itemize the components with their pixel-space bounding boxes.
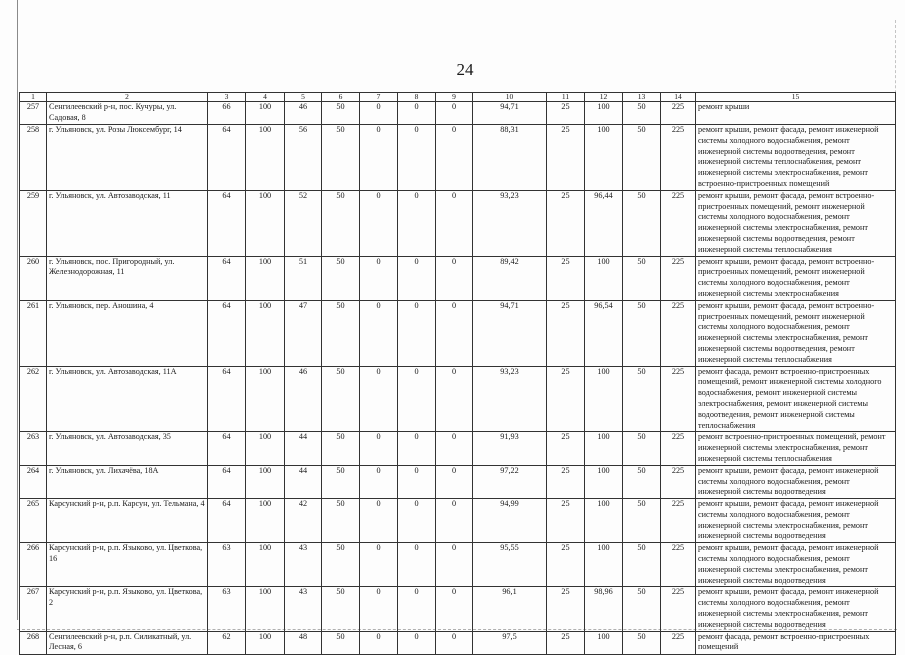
value-col-3: 64 xyxy=(208,499,246,543)
value-col-10: 94,99 xyxy=(473,499,547,543)
value-col-13: 50 xyxy=(623,300,661,366)
value-col-13: 50 xyxy=(623,543,661,587)
column-number-12: 12 xyxy=(585,93,623,102)
value-col-13: 50 xyxy=(623,631,661,654)
value-col-8: 0 xyxy=(398,587,436,631)
value-col-12: 100 xyxy=(585,125,623,191)
value-col-8: 0 xyxy=(398,125,436,191)
value-col-10: 97,22 xyxy=(473,465,547,498)
value-col-8: 0 xyxy=(398,366,436,432)
value-col-8: 0 xyxy=(398,190,436,256)
value-col-10: 93,23 xyxy=(473,190,547,256)
row-number: 263 xyxy=(20,432,47,465)
value-col-14: 225 xyxy=(661,432,696,465)
value-col-13: 50 xyxy=(623,102,661,125)
value-col-12: 100 xyxy=(585,256,623,300)
value-col-5: 44 xyxy=(285,465,322,498)
value-col-13: 50 xyxy=(623,366,661,432)
value-col-13: 50 xyxy=(623,432,661,465)
value-col-6: 50 xyxy=(322,543,360,587)
value-col-4: 100 xyxy=(246,256,285,300)
value-col-4: 100 xyxy=(246,366,285,432)
value-col-6: 50 xyxy=(322,465,360,498)
value-col-5: 46 xyxy=(285,102,322,125)
value-col-11: 25 xyxy=(547,631,585,654)
address: г. Ульяновск, пер. Аношина, 4 xyxy=(47,300,208,366)
address: г. Ульяновск, ул. Лихачёва, 18А xyxy=(47,465,208,498)
row-number: 266 xyxy=(20,543,47,587)
value-col-10: 95,55 xyxy=(473,543,547,587)
table-row xyxy=(20,190,896,256)
repair-works: ремонт крыши, ремонт фасада, ремонт инженерной системы холодного водоснабжения, ремонт инженерной системы электроснабжения, ремонт инженерной системы водоотведения xyxy=(696,499,896,543)
value-col-8: 0 xyxy=(398,102,436,125)
table-row xyxy=(20,587,896,631)
value-col-4: 100 xyxy=(246,587,285,631)
repair-works: ремонт крыши, ремонт фасада, ремонт встроенно-пристроенных помещений, ремонт инженерной системы холодного водоснабжения, ремонт инженерной системы электроснабжения, ремонт инженерной системы водоотведения, ремонт инженерной системы теплоснабжения xyxy=(696,300,896,366)
address: Карсунский р-н, р.п. Карсун, ул. Тельмана, 4 xyxy=(47,499,208,543)
value-col-9: 0 xyxy=(436,102,473,125)
repair-works: ремонт крыши, ремонт фасада, ремонт инженерной системы холодного водоснабжения, ремонт инженерной системы электроснабжения, ремонт инженерной системы водоотведения xyxy=(696,543,896,587)
repair-works: ремонт крыши, ремонт фасада, ремонт инженерной системы холодного водоснабжения, ремонт инженерной системы электроснабжения, ремонт инженерной системы водоотведения xyxy=(696,587,896,631)
value-col-9: 0 xyxy=(436,587,473,631)
value-col-9: 0 xyxy=(436,432,473,465)
value-col-7: 0 xyxy=(360,366,398,432)
column-number-9: 9 xyxy=(436,93,473,102)
value-col-11: 25 xyxy=(547,102,585,125)
value-col-7: 0 xyxy=(360,256,398,300)
row-number: 267 xyxy=(20,587,47,631)
table-row xyxy=(20,543,896,587)
row-number: 264 xyxy=(20,465,47,498)
row-number: 258 xyxy=(20,125,47,191)
table-row xyxy=(20,300,896,366)
value-col-11: 25 xyxy=(547,543,585,587)
value-col-6: 50 xyxy=(322,499,360,543)
value-col-8: 0 xyxy=(398,465,436,498)
value-col-5: 42 xyxy=(285,499,322,543)
value-col-10: 93,23 xyxy=(473,366,547,432)
value-col-12: 96,54 xyxy=(585,300,623,366)
value-col-7: 0 xyxy=(360,587,398,631)
value-col-12: 100 xyxy=(585,432,623,465)
table-row xyxy=(20,102,896,125)
value-col-3: 64 xyxy=(208,366,246,432)
table-row xyxy=(20,432,896,465)
value-col-8: 0 xyxy=(398,300,436,366)
value-col-3: 63 xyxy=(208,543,246,587)
value-col-8: 0 xyxy=(398,543,436,587)
column-number-2: 2 xyxy=(47,93,208,102)
value-col-7: 0 xyxy=(360,631,398,654)
address: Карсунский р-н, р.п. Языково, ул. Цветкова, 16 xyxy=(47,543,208,587)
value-col-13: 50 xyxy=(623,190,661,256)
column-number-14: 14 xyxy=(661,93,696,102)
value-col-12: 100 xyxy=(585,543,623,587)
value-col-4: 100 xyxy=(246,300,285,366)
value-col-10: 94,71 xyxy=(473,102,547,125)
value-col-11: 25 xyxy=(547,300,585,366)
value-col-9: 0 xyxy=(436,190,473,256)
value-col-14: 225 xyxy=(661,102,696,125)
value-col-12: 96,44 xyxy=(585,190,623,256)
row-number: 257 xyxy=(20,102,47,125)
value-col-5: 47 xyxy=(285,300,322,366)
value-col-5: 51 xyxy=(285,256,322,300)
value-col-4: 100 xyxy=(246,190,285,256)
value-col-5: 43 xyxy=(285,587,322,631)
repair-works: ремонт крыши, ремонт фасада, ремонт инженерной системы холодного водоснабжения, ремонт инженерной системы водоотведения, ремонт инженерной системы теплоснабжения, ремонт инженерной системы электроснабжения, ремонт встроенно-пристроенных помещений xyxy=(696,125,896,191)
value-col-7: 0 xyxy=(360,543,398,587)
repair-works: ремонт крыши, ремонт фасада, ремонт инженерной системы холодного водоснабжения, ремонт инженерной системы водоотведения xyxy=(696,465,896,498)
value-col-3: 63 xyxy=(208,587,246,631)
column-number-3: 3 xyxy=(208,93,246,102)
value-col-11: 25 xyxy=(547,432,585,465)
value-col-9: 0 xyxy=(436,125,473,191)
table-row xyxy=(20,125,896,191)
column-number-header-row xyxy=(20,93,896,102)
address: Карсунский р-н, р.п. Языково, ул. Цветкова, 2 xyxy=(47,587,208,631)
value-col-6: 50 xyxy=(322,256,360,300)
repair-program-table xyxy=(19,92,896,655)
value-col-14: 225 xyxy=(661,587,696,631)
column-number-13: 13 xyxy=(623,93,661,102)
value-col-4: 100 xyxy=(246,102,285,125)
column-number-10: 10 xyxy=(473,93,547,102)
repair-works: ремонт крыши, ремонт фасада, ремонт встроенно-пристроенных помещений, ремонт инженерной системы холодного водоснабжения, ремонт инженерной системы электроснабжения xyxy=(696,256,896,300)
repair-works: ремонт фасада, ремонт встроенно-пристроенных помещений, ремонт инженерной системы холодного водоснабжения, ремонт инженерной системы электроснабжения, ремонт инженерной системы водоотведения, ремонт инженерной системы теплоснабжения xyxy=(696,366,896,432)
value-col-3: 64 xyxy=(208,256,246,300)
address: г. Ульяновск, ул. Розы Люксембург, 14 xyxy=(47,125,208,191)
value-col-10: 94,71 xyxy=(473,300,547,366)
value-col-9: 0 xyxy=(436,631,473,654)
value-col-6: 50 xyxy=(322,587,360,631)
value-col-9: 0 xyxy=(436,300,473,366)
value-col-12: 100 xyxy=(585,465,623,498)
value-col-4: 100 xyxy=(246,432,285,465)
value-col-6: 50 xyxy=(322,366,360,432)
value-col-3: 64 xyxy=(208,300,246,366)
page-left-edge xyxy=(17,0,18,620)
value-col-5: 44 xyxy=(285,432,322,465)
value-col-10: 89,42 xyxy=(473,256,547,300)
repair-works: ремонт крыши xyxy=(696,102,896,125)
value-col-8: 0 xyxy=(398,256,436,300)
value-col-5: 48 xyxy=(285,631,322,654)
value-col-8: 0 xyxy=(398,432,436,465)
value-col-14: 225 xyxy=(661,366,696,432)
value-col-7: 0 xyxy=(360,499,398,543)
table-row xyxy=(20,256,896,300)
column-number-8: 8 xyxy=(398,93,436,102)
value-col-12: 100 xyxy=(585,366,623,432)
value-col-3: 62 xyxy=(208,631,246,654)
row-number: 261 xyxy=(20,300,47,366)
column-number-7: 7 xyxy=(360,93,398,102)
value-col-7: 0 xyxy=(360,300,398,366)
value-col-8: 0 xyxy=(398,631,436,654)
address: Сенгилеевский р-н, р.п. Силикатный, ул. Лесная, 6 xyxy=(47,631,208,654)
value-col-5: 52 xyxy=(285,190,322,256)
row-number: 265 xyxy=(20,499,47,543)
value-col-3: 64 xyxy=(208,125,246,191)
value-col-14: 225 xyxy=(661,499,696,543)
value-col-11: 25 xyxy=(547,499,585,543)
value-col-7: 0 xyxy=(360,102,398,125)
repair-works: ремонт встроенно-пристроенных помещений, ремонт инженерной системы электроснабжения, ремонт инженерной системы теплоснабжения xyxy=(696,432,896,465)
value-col-13: 50 xyxy=(623,499,661,543)
table-row xyxy=(20,465,896,498)
address: г. Ульяновск, пос. Пригородный, ул. Железнодорожная, 11 xyxy=(47,256,208,300)
value-col-4: 100 xyxy=(246,465,285,498)
table-row xyxy=(20,366,896,432)
column-number-6: 6 xyxy=(322,93,360,102)
value-col-11: 25 xyxy=(547,587,585,631)
value-col-14: 225 xyxy=(661,300,696,366)
value-col-13: 50 xyxy=(623,587,661,631)
value-col-6: 50 xyxy=(322,125,360,191)
value-col-12: 98,96 xyxy=(585,587,623,631)
address: г. Ульяновск, ул. Автозаводская, 11А xyxy=(47,366,208,432)
value-col-14: 225 xyxy=(661,631,696,654)
value-col-4: 100 xyxy=(246,631,285,654)
value-col-12: 100 xyxy=(585,631,623,654)
column-number-15: 15 xyxy=(696,93,896,102)
value-col-12: 100 xyxy=(585,102,623,125)
value-col-11: 25 xyxy=(547,256,585,300)
address: г. Ульяновск, ул. Автозаводская, 11 xyxy=(47,190,208,256)
value-col-5: 46 xyxy=(285,366,322,432)
row-number: 260 xyxy=(20,256,47,300)
value-col-12: 100 xyxy=(585,499,623,543)
value-col-7: 0 xyxy=(360,190,398,256)
value-col-6: 50 xyxy=(322,432,360,465)
row-number: 268 xyxy=(20,631,47,654)
value-col-3: 64 xyxy=(208,432,246,465)
page-number: 24 xyxy=(456,60,474,79)
table-row xyxy=(20,631,896,654)
value-col-6: 50 xyxy=(322,631,360,654)
value-col-11: 25 xyxy=(547,465,585,498)
repair-works: ремонт фасада, ремонт встроенно-пристроенных помещений xyxy=(696,631,896,654)
value-col-6: 50 xyxy=(322,190,360,256)
value-col-11: 25 xyxy=(547,125,585,191)
value-col-9: 0 xyxy=(436,366,473,432)
value-col-7: 0 xyxy=(360,432,398,465)
value-col-6: 50 xyxy=(322,300,360,366)
value-col-10: 97,5 xyxy=(473,631,547,654)
value-col-3: 64 xyxy=(208,465,246,498)
table-body xyxy=(20,93,896,655)
value-col-5: 56 xyxy=(285,125,322,191)
value-col-14: 225 xyxy=(661,125,696,191)
value-col-11: 25 xyxy=(547,190,585,256)
value-col-10: 96,1 xyxy=(473,587,547,631)
row-number: 262 xyxy=(20,366,47,432)
table-row xyxy=(20,499,896,543)
column-number-1: 1 xyxy=(20,93,47,102)
column-number-11: 11 xyxy=(547,93,585,102)
value-col-3: 64 xyxy=(208,190,246,256)
row-number: 259 xyxy=(20,190,47,256)
value-col-9: 0 xyxy=(436,543,473,587)
value-col-4: 100 xyxy=(246,125,285,191)
value-col-10: 91,93 xyxy=(473,432,547,465)
value-col-9: 0 xyxy=(436,256,473,300)
value-col-8: 0 xyxy=(398,499,436,543)
value-col-13: 50 xyxy=(623,125,661,191)
value-col-4: 100 xyxy=(246,543,285,587)
value-col-14: 225 xyxy=(661,190,696,256)
value-col-11: 25 xyxy=(547,366,585,432)
value-col-14: 225 xyxy=(661,256,696,300)
value-col-14: 225 xyxy=(661,543,696,587)
value-col-13: 50 xyxy=(623,465,661,498)
address: г. Ульяновск, ул. Автозаводская, 35 xyxy=(47,432,208,465)
value-col-5: 43 xyxy=(285,543,322,587)
address: Сенгилеевский р-н, пос. Кучуры, ул. Садовая, 8 xyxy=(47,102,208,125)
value-col-13: 50 xyxy=(623,256,661,300)
value-col-4: 100 xyxy=(246,499,285,543)
repair-works: ремонт крыши, ремонт фасада, ремонт встроенно-пристроенных помещений, ремонт инженерной системы холодного водоснабжения, ремонт инженерной системы электроснабжения, ремонт инженерной системы водоотведения, ремонт инженерной системы теплоснабжения xyxy=(696,190,896,256)
value-col-10: 88,31 xyxy=(473,125,547,191)
value-col-7: 0 xyxy=(360,465,398,498)
value-col-14: 225 xyxy=(661,465,696,498)
value-col-9: 0 xyxy=(436,465,473,498)
value-col-7: 0 xyxy=(360,125,398,191)
value-col-9: 0 xyxy=(436,499,473,543)
column-number-5: 5 xyxy=(285,93,322,102)
value-col-3: 66 xyxy=(208,102,246,125)
value-col-6: 50 xyxy=(322,102,360,125)
column-number-4: 4 xyxy=(246,93,285,102)
